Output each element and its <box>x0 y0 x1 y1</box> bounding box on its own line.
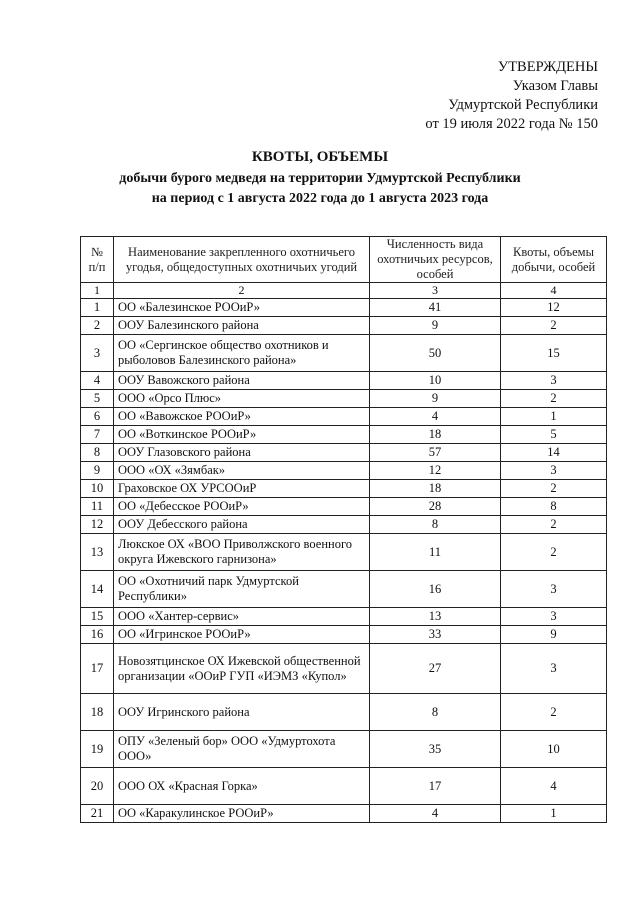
population-count: 27 <box>370 644 501 694</box>
header-num: № п/п <box>81 237 114 283</box>
header-count: Численность вида охотничьих ресурсов, особей <box>370 237 501 283</box>
column-index: 3 <box>370 283 501 299</box>
row-number: 1 <box>81 299 114 317</box>
quota-value: 10 <box>501 731 607 768</box>
hunting-ground-name: Новозятцинское ОХ Ижевской общественной организации «ООиР ГУП «ИЭМЗ «Купол» <box>114 644 370 694</box>
table-row <box>81 299 607 317</box>
quota-value: 8 <box>501 498 607 516</box>
table-row <box>81 462 607 480</box>
row-number: 14 <box>81 571 114 608</box>
table-row <box>81 516 607 534</box>
quota-value: 3 <box>501 372 607 390</box>
quota-value: 1 <box>501 805 607 823</box>
hunting-ground-name: ОО «Сергинское общество охотников и рыболовов Балезинского района» <box>114 335 370 372</box>
population-count: 11 <box>370 534 501 571</box>
population-count: 4 <box>370 408 501 426</box>
population-count: 57 <box>370 444 501 462</box>
row-number: 12 <box>81 516 114 534</box>
approval-label: УТВЕРЖДЕНЫ <box>497 59 598 75</box>
population-count: 18 <box>370 426 501 444</box>
population-count: 9 <box>370 317 501 335</box>
population-count: 8 <box>370 694 501 731</box>
population-count: 10 <box>370 372 501 390</box>
hunting-ground-name: ООО «ОХ «Зямбак» <box>114 462 370 480</box>
hunting-ground-name: ОО «Каракулинское РООиР» <box>114 805 370 823</box>
row-number: 7 <box>81 426 114 444</box>
header-quota: Квоты, объемы добычи, особей <box>501 237 607 283</box>
population-count: 9 <box>370 390 501 408</box>
row-number: 11 <box>81 498 114 516</box>
population-count: 16 <box>370 571 501 608</box>
hunting-ground-name: ОО «Охотничий парк Удмуртской Республики» <box>114 571 370 608</box>
row-number: 19 <box>81 731 114 768</box>
approval-date: от 19 июля 2022 года № 150 <box>425 116 598 132</box>
table-row <box>81 644 607 694</box>
quota-value: 15 <box>501 335 607 372</box>
quota-value: 3 <box>501 571 607 608</box>
quota-value: 4 <box>501 768 607 805</box>
population-count: 35 <box>370 731 501 768</box>
population-count: 4 <box>370 805 501 823</box>
table-row <box>81 498 607 516</box>
approval-block <box>425 58 598 134</box>
hunting-ground-name: ОО «Игринское РООиР» <box>114 626 370 644</box>
population-count: 33 <box>370 626 501 644</box>
quota-value: 1 <box>501 408 607 426</box>
table-row <box>81 408 607 426</box>
row-number: 9 <box>81 462 114 480</box>
title-line-3: на период с 1 августа 2022 года до 1 августа 2023 года <box>151 191 489 206</box>
column-index-row <box>81 283 607 299</box>
row-number: 5 <box>81 390 114 408</box>
row-number: 13 <box>81 534 114 571</box>
quota-value: 2 <box>501 516 607 534</box>
table-row <box>81 426 607 444</box>
approval-republic: Удмуртской Республики <box>448 97 598 113</box>
hunting-ground-name: Люкское ОХ «ВОО Приволжского военного округа Ижевского гарнизона» <box>114 534 370 571</box>
row-number: 20 <box>81 768 114 805</box>
table-row <box>81 372 607 390</box>
column-index: 1 <box>81 283 114 299</box>
table-row <box>81 731 607 768</box>
quota-value: 2 <box>501 317 607 335</box>
quota-value: 2 <box>501 534 607 571</box>
hunting-ground-name: ОО «Дебесское РООиР» <box>114 498 370 516</box>
quota-value: 3 <box>501 608 607 626</box>
hunting-ground-name: ОО «Вавожское РООиР» <box>114 408 370 426</box>
row-number: 10 <box>81 480 114 498</box>
hunting-ground-name: ООУ Вавожского района <box>114 372 370 390</box>
quota-table <box>80 236 607 823</box>
hunting-ground-name: ОО «Балезинское РООиР» <box>114 299 370 317</box>
hunting-ground-name: ООУ Глазовского района <box>114 444 370 462</box>
table-row <box>81 480 607 498</box>
table-row <box>81 626 607 644</box>
population-count: 8 <box>370 516 501 534</box>
quota-value: 2 <box>501 694 607 731</box>
hunting-ground-name: Граховское ОХ УРСООиР <box>114 480 370 498</box>
quota-value: 3 <box>501 644 607 694</box>
hunting-ground-name: ООУ Игринского района <box>114 694 370 731</box>
row-number: 18 <box>81 694 114 731</box>
table-row <box>81 805 607 823</box>
population-count: 50 <box>370 335 501 372</box>
row-number: 2 <box>81 317 114 335</box>
population-count: 28 <box>370 498 501 516</box>
hunting-ground-name: ООУ Балезинского района <box>114 317 370 335</box>
row-number: 16 <box>81 626 114 644</box>
row-number: 3 <box>81 335 114 372</box>
approval-decree: Указом Главы <box>512 78 598 94</box>
row-number: 4 <box>81 372 114 390</box>
hunting-ground-name: ООО «Хантер-сервис» <box>114 608 370 626</box>
quota-value: 5 <box>501 426 607 444</box>
population-count: 13 <box>370 608 501 626</box>
table-row <box>81 534 607 571</box>
title-line-1: КВОТЫ, ОБЪЕМЫ <box>251 149 389 165</box>
hunting-ground-name: ООО «Орсо Плюс» <box>114 390 370 408</box>
hunting-ground-name: ОПУ «Зеленый бор» ООО «Удмуртохота ООО» <box>114 731 370 768</box>
quota-value: 2 <box>501 390 607 408</box>
document-title <box>0 147 640 209</box>
row-number: 17 <box>81 644 114 694</box>
population-count: 12 <box>370 462 501 480</box>
column-index: 2 <box>114 283 370 299</box>
table-row <box>81 444 607 462</box>
table-row <box>81 571 607 608</box>
header-name: Наименование закрепленного охотничьего угодья, общедоступных охотничьих угодий <box>114 237 370 283</box>
table-row <box>81 608 607 626</box>
column-index: 4 <box>501 283 607 299</box>
quota-value: 9 <box>501 626 607 644</box>
quota-value: 14 <box>501 444 607 462</box>
table-row <box>81 694 607 731</box>
row-number: 21 <box>81 805 114 823</box>
hunting-ground-name: ОО «Воткинское РООиР» <box>114 426 370 444</box>
table-row <box>81 768 607 805</box>
quota-value: 12 <box>501 299 607 317</box>
population-count: 17 <box>370 768 501 805</box>
title-line-2: добычи бурого медведя на территории Удмуртской Республики <box>119 171 521 186</box>
table-row <box>81 317 607 335</box>
quota-value: 2 <box>501 480 607 498</box>
quota-value: 3 <box>501 462 607 480</box>
row-number: 6 <box>81 408 114 426</box>
hunting-ground-name: ООО ОХ «Красная Горка» <box>114 768 370 805</box>
population-count: 18 <box>370 480 501 498</box>
row-number: 8 <box>81 444 114 462</box>
population-count: 41 <box>370 299 501 317</box>
hunting-ground-name: ООУ Дебесского района <box>114 516 370 534</box>
row-number: 15 <box>81 608 114 626</box>
table-row <box>81 390 607 408</box>
table-row <box>81 335 607 372</box>
